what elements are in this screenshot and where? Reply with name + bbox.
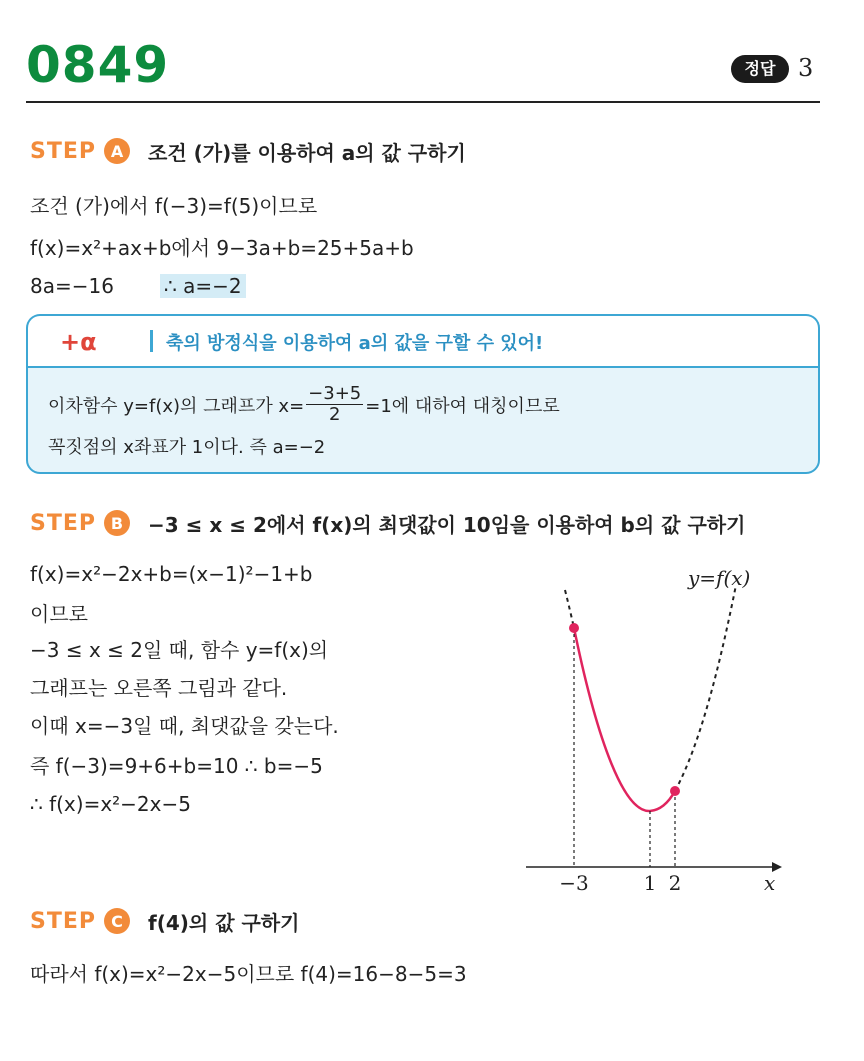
curve-dashed-right (675, 585, 736, 791)
step-b-line-1: f(x)=x²−2x+b=(x−1)²−1+b (30, 562, 313, 586)
step-b-line-3: −3 ≤ x ≤ 2일 때, 함수 y=f(x)의 (30, 638, 329, 662)
step-b-line-4: 그래프는 오른쪽 그림과 같다. (30, 676, 288, 700)
tip-fraction (306, 384, 363, 425)
step-b-heading (30, 506, 745, 540)
tip-fraction-numerator: −3+5 (308, 383, 362, 404)
step-b-letter: B (104, 510, 130, 536)
tip-line-1 (48, 384, 560, 425)
x-axis-label: x (764, 871, 776, 895)
tip-title: 축의 방정식을 이용하여 a의 값을 구할 수 있어! (166, 333, 544, 354)
tip-line-1-before: 이차함수 y=f(x)의 그래프가 x= (48, 395, 305, 417)
step-c-heading (30, 904, 299, 938)
tip-fraction-denominator: 2 (328, 404, 341, 425)
step-b-title: −3 ≤ x ≤ 2에서 f(x)의 최댓값이 10임을 이용하여 b의 값 구하기 (148, 512, 746, 537)
tip-line-2: 꼭짓점의 x좌표가 1이다. 즉 a=−2 (48, 437, 326, 458)
tick-label-1: 1 (643, 871, 657, 895)
parabola-graph (520, 555, 800, 895)
tick-label-2: 2 (668, 871, 682, 895)
step-a-letter: A (104, 138, 130, 164)
step-c-label: STEP (30, 908, 97, 934)
step-b-line-2: 이므로 (30, 602, 88, 626)
step-a-line-1: 조건 (가)에서 f(−3)=f(5)이므로 (30, 194, 318, 218)
step-a-label: STEP (30, 138, 97, 164)
curve-dashed-left (565, 590, 574, 628)
step-a-conclusion: ∴ a=−2 (160, 274, 246, 298)
curve-label: y=f(x) (688, 566, 751, 590)
step-b-line-7: ∴ f(x)=x²−2x−5 (30, 792, 191, 816)
step-c-line: 따라서 f(x)=x²−2x−5이므로 f(4)=16−8−5=3 (30, 962, 467, 986)
tip-line-1-after: =1에 대하여 대칭이므로 (365, 395, 560, 417)
tip-tag: +α (60, 328, 97, 356)
step-c-title: f(4)의 값 구하기 (148, 910, 300, 935)
tick-label-neg3: −3 (559, 871, 589, 895)
step-b-line-5: 이때 x=−3일 때, 최댓값을 갖는다. (30, 714, 339, 738)
curve-solid-segment (574, 628, 675, 811)
step-a-line-2: f(x)=x²+ax+b에서 9−3a+b=25+5a+b (30, 236, 414, 260)
header-divider (26, 101, 820, 103)
answer-badge: 정답 (731, 55, 789, 83)
tip-divider (150, 330, 153, 352)
step-a-heading (30, 134, 466, 168)
answer-value: 3 (798, 54, 814, 82)
step-c-letter: C (104, 908, 130, 934)
step-b-line-6: 즉 f(−3)=9+6+b=10 ∴ b=−5 (30, 754, 323, 778)
step-b-label: STEP (30, 510, 97, 536)
problem-number: 0849 (26, 36, 170, 94)
endpoint-x2 (670, 786, 680, 796)
max-point (569, 623, 579, 633)
step-a-title: 조건 (가)를 이용하여 a의 값 구하기 (148, 140, 466, 165)
step-a-line-3: 8a=−16 (30, 274, 114, 298)
